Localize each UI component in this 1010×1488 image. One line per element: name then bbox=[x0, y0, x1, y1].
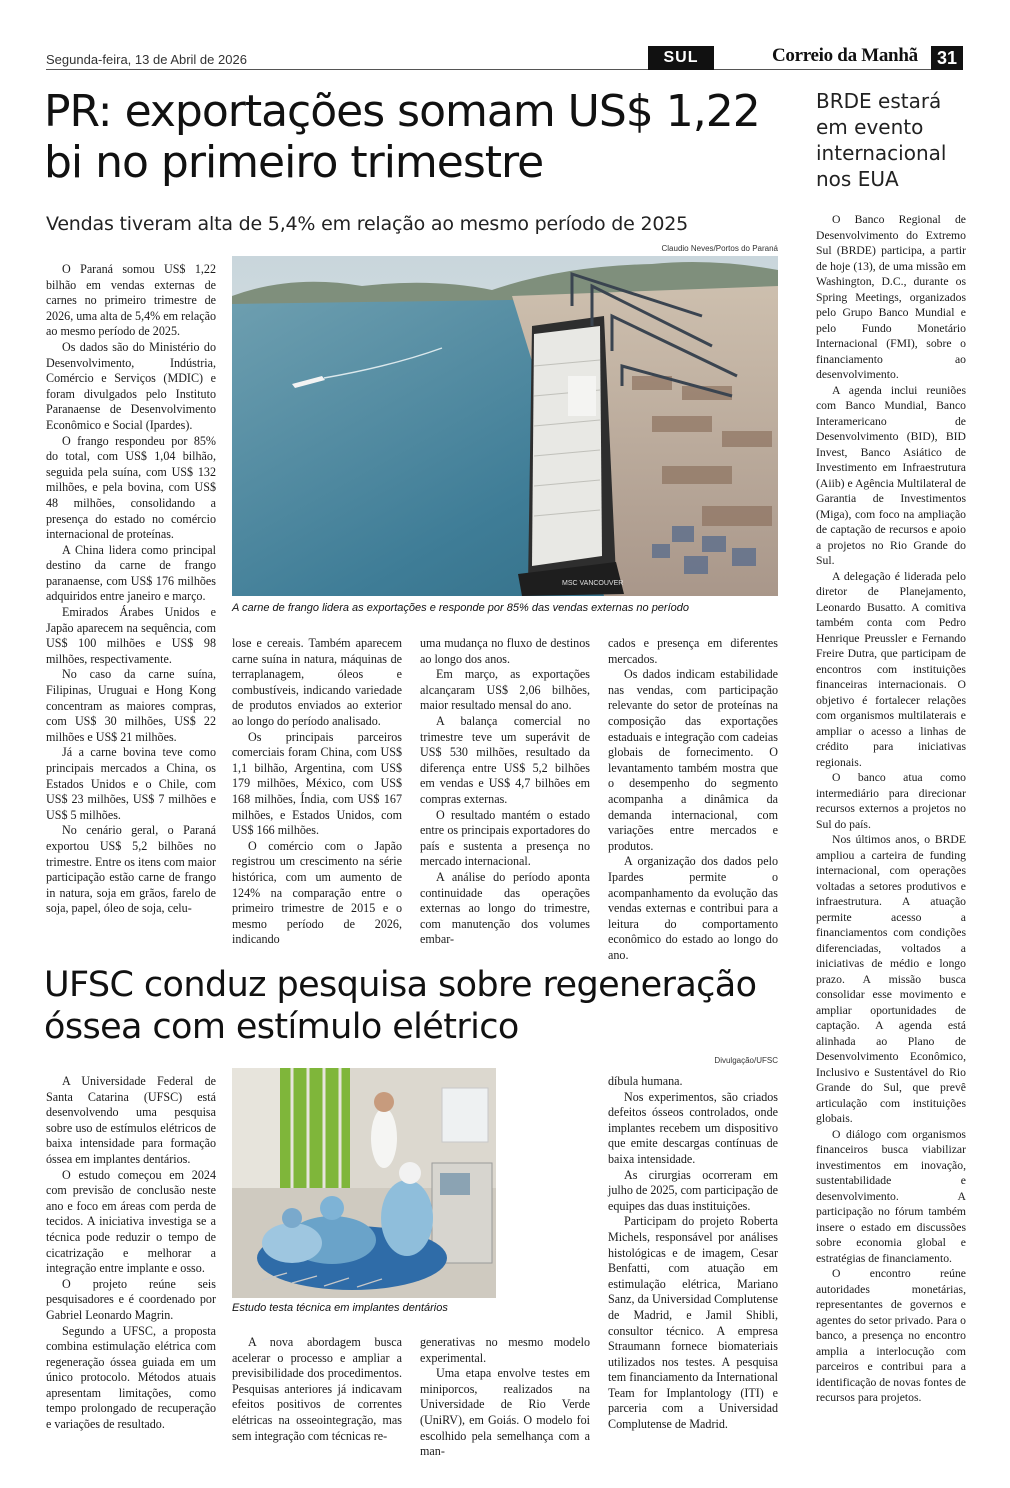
paragraph: díbula humana. bbox=[608, 1074, 683, 1088]
article1-photo-credit: Claudio Neves/Portos do Paraná bbox=[661, 244, 778, 253]
newspaper-brand: Correio da Manhã bbox=[772, 45, 918, 66]
paragraph: O projeto reúne seis pesquisadores e é coordenado por Gabriel Leonardo Magrin. bbox=[46, 1276, 216, 1322]
paragraph: Em março, as exportações alcançaram US$ 2,06 bilhões, maior resultado mensal do ano. bbox=[420, 667, 590, 713]
paragraph: O banco atua como intermediário para direcionar recursos externos a projetos no Sul do país. bbox=[816, 771, 966, 831]
paragraph: A delegação é liderada pelo diretor de Planejamento, Leonardo Busatto. A comitiva também conta com Pedro Henrique Preussler e Fernando Freire Dutra, que participam de encontros com instituições financeiras internacionais. O objetivo é fortalecer relações com organismos multilaterais e ampliar o acesso a linhas de crédito para iniciativas regionais. bbox=[816, 569, 966, 769]
article2-caption: Estudo testa técnica em implantes dentários bbox=[232, 1302, 448, 1314]
paragraph: Emirados Árabes Unidos e Japão aparecem na sequência, com US$ 100 milhões e US$ 98 milhões, respectivamente. bbox=[46, 605, 216, 666]
paragraph: O Paraná somou US$ 1,22 bilhão em vendas externas de carnes no primeiro trimestre de 2026, uma alta de 5,4% em relação ao mesmo período de 2025. bbox=[46, 262, 216, 339]
paragraph: Os dados indicam estabilidade nas vendas, com participação relevante do setor de proteínas na composição das exportações estaduais e integração com cadeias globais de fornecimento. O levantamento também mostra que o desempenho do segmento acompanha a dinâmica da demanda internacional, com variações entre mercados e produtos. bbox=[608, 667, 778, 853]
paragraph: O resultado mantém o estado entre os principais exportadores do país e sustenta a presença no mercado internacional. bbox=[420, 807, 590, 869]
ship-name-text: MSC VANCOUVER bbox=[562, 580, 624, 587]
article2-photo-credit: Divulgação/UFSC bbox=[714, 1056, 778, 1065]
article1-caption: A carne de frango lidera as exportações e responde por 85% das vendas externas no período bbox=[232, 602, 689, 614]
paragraph: O comércio com o Japão registrou um crescimento na série histórica, com um aumento de 124% na comparação entre o primeiro trimestre de 2015 e o mesmo período de 2026, indicando bbox=[232, 838, 402, 947]
article1-port-photo bbox=[232, 256, 778, 596]
paragraph: Nos experimentos, são criados defeitos ósseos controlados, onde implantes recebem um dispositivo que emite descargas contínuas de baixa intensidade. bbox=[608, 1089, 778, 1166]
issue-date: Segunda-feira, 13 de Abril de 2026 bbox=[46, 52, 247, 67]
article2-lab-photo bbox=[232, 1068, 496, 1298]
paragraph: cados e presença em diferentes mercados. bbox=[608, 636, 778, 666]
article1-column-1 bbox=[46, 262, 216, 917]
paragraph: Os dados são do Ministério do Desenvolvimento, Indústria, Comércio e Serviços (MDIC) e foram divulgados pelo Instituto Paranaense de Desenvolvimento Econômico e Social (Ipardes). bbox=[46, 339, 216, 432]
section-label: SUL bbox=[648, 46, 714, 70]
article2-column-3 bbox=[420, 1335, 590, 1460]
paragraph: O frango respondeu por 85% do total, com US$ 1,04 bilhão, seguida pela suína, com US$ 132 milhões, e pela bovina, com US$ 48 milhões, consolidando a presença do estado no comércio internacional de proteínas. bbox=[46, 433, 216, 542]
article1-headline: PR: exportações somam US$ 1,22 bi no primeiro trimestre bbox=[44, 86, 760, 189]
paragraph: Participam do projeto Roberta Michels, responsável por análises histológicas e de imagem, Cesar Benfatti, com atuação em estimulação elétrica, Mariano Sanz, da Universidad Complutense de Madrid, e Jamil Shibli, consultor técnico. A empresa Straumann fornece biomateriais utilizados nos testes. A pesquisa tem financiamento da International Team for Implantology (ITI) e parceria com a Universidad Complutense de Madrid. bbox=[608, 1214, 778, 1432]
sidebar-column bbox=[816, 212, 966, 1406]
paragraph: A agenda inclui reuniões com Banco Mundial, Banco Interamericano de Desenvolvimento (BID), BID Invest, Banco Asiático de Investimento em Infraestrutura (Aiib) e Agência Multilateral de Garantia de Investimentos (Miga), com foco na ampliação de captação de recursos e apoio a projetos no Rio Grande do Sul. bbox=[816, 383, 966, 567]
paragraph: Já a carne bovina teve como principais mercados a China, os Estados Unidos e o Chile, com US$ 23 milhões, US$ 7 milhões e US$ 5 milhões. bbox=[46, 745, 216, 822]
paragraph: lose e cereais. Também aparecem carne suína in natura, máquinas de terraplanagem, óleos e combustíveis, indicando variedade de produtos enviados ao exterior ao longo do período analisado. bbox=[232, 636, 402, 728]
paragraph: Os principais parceiros comerciais foram China, com US$ 1,1 bilhão, Argentina, com US$ 179 milhões, México, com US$ 168 milhões, Índia, com US$ 167 milhões, e Estados Unidos, com US$ 166 milhões. bbox=[232, 729, 402, 838]
article2-column-4 bbox=[608, 1074, 778, 1433]
article1-column-3 bbox=[420, 636, 590, 948]
paragraph: A nova abordagem busca acelerar o processo e ampliar a previsibilidade dos procedimentos. Pesquisas anteriores já indicavam efeitos positivos de correntes elétricas na osseointegração, mas sem integração com técnicas re- bbox=[232, 1335, 402, 1443]
paragraph: Segundo a UFSC, a proposta combina estimulação elétrica com regeneração óssea guiada em um único protocolo. Métodos atuais apresentam limitações, como tempo prolongado de recuperação e variações de resultado. bbox=[46, 1323, 216, 1432]
paragraph: O encontro reúne autoridades monetárias, representantes de governos e agentes do setor privado. Para o banco, a presença no encontro amplia a interlocução com parceiros e contribui para a identificação de novas fontes de recursos para projetos. bbox=[816, 1267, 966, 1404]
paragraph: No cenário geral, o Paraná exportou US$ 5,2 bilhões no trimestre. Entre os itens com maior participação estão carne de frango in natura, soja em grãos, farelo de soja, papel, óleo de soja, celu- bbox=[46, 823, 216, 916]
article1-column-4 bbox=[608, 636, 778, 963]
sidebar-headline: BRDE estará em evento internacional nos EUA bbox=[816, 89, 947, 191]
article1-subtitle: Vendas tiveram alta de 5,4% em relação ao mesmo período de 2025 bbox=[46, 213, 689, 235]
paragraph: uma mudança no fluxo de destinos ao longo dos anos. bbox=[420, 636, 590, 666]
article2-headline: UFSC conduz pesquisa sobre regeneração óssea com estímulo elétrico bbox=[44, 965, 757, 1047]
header-rule bbox=[46, 69, 963, 70]
lab-illustration bbox=[232, 1068, 496, 1298]
port-illustration bbox=[232, 256, 778, 596]
article2-column-2 bbox=[232, 1335, 402, 1444]
paragraph: Uma etapa envolve testes em miniporcos, realizados na Universidade de Rio Verde (UniRV), em Goiás. O modelo foi escolhido pela semelhança com a man- bbox=[420, 1366, 590, 1459]
page-number: 31 bbox=[931, 46, 963, 70]
paragraph: A balança comercial no trimestre teve um superávit de US$ 530 milhões, resultado da diferença entre US$ 5,2 bilhões em vendas e US$ 4,7 bilhões em compras externas. bbox=[420, 713, 590, 806]
paragraph: O diálogo com organismos financeiros busca viabilizar investimentos em inovação, sustentabilidade e desenvolvimento. A participação no fórum também insere o estado em discussões sobre economia global e estratégias de financiamento. bbox=[816, 1127, 966, 1265]
article1-column-2 bbox=[232, 636, 402, 948]
article2-column-1 bbox=[46, 1074, 216, 1433]
paragraph: generativas no mesmo modelo experimental. bbox=[420, 1335, 590, 1365]
paragraph: Nos últimos anos, o BRDE ampliou a carteira de funding internacional, com operações voltadas a setores produtivos e infraestrutura. A atuação permite acesso a financiamentos com condições diferenciadas, voltados a iniciativas de médio e longo prazo. A missão busca consolidar esse movimento e ampliar oportunidades de captação. A agenda está alinhada ao Plano de Desenvolvimento Econômico, Inclusivo e Sustentável do Rio Grande do Sul, que prevê articulação com instituições globais. bbox=[816, 833, 966, 1125]
paragraph: A China lidera como principal destino da carne de frango paranaense, com US$ 176 milhões adquiridos entre janeiro e março. bbox=[46, 542, 216, 604]
paragraph: No caso da carne suína, Filipinas, Uruguai e Hong Kong concentram as maiores compras, com US$ 30 milhões, US$ 22 milhões e US$ 21 milhões. bbox=[46, 667, 216, 744]
paragraph: A Universidade Federal de Santa Catarina (UFSC) está desenvolvendo uma pesquisa sobre uso de estímulos elétricos de baixa intensidade para formação óssea em implantes dentários. bbox=[46, 1074, 216, 1166]
paragraph: O estudo começou em 2024 com previsão de conclusão neste ano e foco em áreas com perda de tecidos. A iniciativa investiga se a técnica pode reduzir o tempo de cicatrização e melhorar a integração entre implante e osso. bbox=[46, 1167, 216, 1276]
paragraph: A organização dos dados pelo Ipardes permite o acompanhamento da evolução das vendas externas e contribui para a leitura do comportamento econômico do estado ao longo do ano. bbox=[608, 854, 778, 962]
paragraph: As cirurgias ocorreram em julho de 2025, com participação de equipes das duas instituições. bbox=[608, 1167, 778, 1213]
paragraph: O Banco Regional de Desenvolvimento do Extremo Sul (BRDE) participa, a partir de hoje (13), de uma missão em Washington, D.C., durante os Spring Meetings, organizados pelo Grupo Banco Mundial e pelo Fundo Monetário Internacional (FMI), sobre o financiamento ao desenvolvimento. bbox=[816, 213, 966, 381]
paragraph: A análise do período aponta continuidade das operações externas ao longo do trimestre, com manutenção dos volumes embar- bbox=[420, 869, 590, 947]
